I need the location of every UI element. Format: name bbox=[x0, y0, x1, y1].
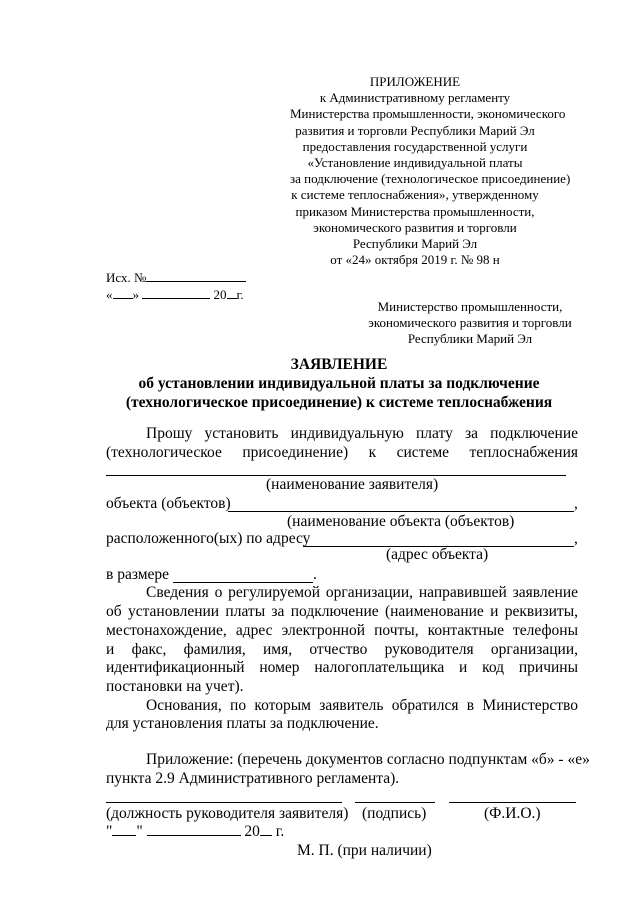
annex-header bbox=[290, 74, 571, 268]
request-line: (технологическое присоединение) к системе теплоснабжения bbox=[106, 444, 578, 461]
applicant-caption: (наименование заявителя) bbox=[266, 476, 439, 493]
signature-date-suffix: г. bbox=[275, 823, 285, 840]
annex-line: предоставления государственной услуги bbox=[302, 138, 528, 154]
outgoing-date-month-blank bbox=[142, 285, 210, 299]
outgoing-date bbox=[106, 285, 244, 303]
info-line: идентификационный номер налогоплательщика и код причины bbox=[106, 659, 578, 676]
annex-line: приказом Министерства промышленности, bbox=[295, 203, 535, 219]
stamp-note: М. П. (при наличии) bbox=[297, 842, 432, 859]
annex-line: «Установление индивидуальной платы bbox=[307, 155, 523, 171]
signature-date-year: 20 bbox=[244, 823, 260, 840]
object-blank bbox=[228, 511, 574, 512]
outgoing-date-quote-close: » bbox=[132, 287, 139, 302]
document-title bbox=[100, 355, 578, 412]
annex-line: от «24» октября 2019 г. № 98 н bbox=[330, 252, 500, 268]
info-line: местонахождение, адрес электронной почты, контактные телефоны bbox=[106, 622, 578, 639]
comma: , bbox=[574, 530, 578, 547]
position-blank bbox=[106, 802, 342, 803]
outgoing-number-blank bbox=[146, 268, 246, 282]
attachment-line: Приложение: (перечень документов согласно подпунктам «б» - «е» bbox=[146, 751, 590, 768]
signature-date bbox=[106, 822, 284, 841]
attachment-line: пункта 2.9 Административного регламента). bbox=[106, 770, 400, 787]
signature-date-quote-open: " bbox=[106, 823, 113, 840]
annex-line: Республики Марий Эл bbox=[352, 236, 478, 252]
addressee-line: Министерство промышленности, bbox=[377, 299, 563, 314]
info-line: об установлении платы за подключение (наименование и реквизиты, bbox=[106, 603, 578, 620]
outgoing-date-day-blank bbox=[113, 285, 133, 299]
info-line: постановки на учет). bbox=[106, 678, 244, 695]
sign-blank bbox=[355, 802, 435, 803]
address-label: расположенного(ых) по адресу bbox=[106, 530, 311, 547]
amount-label: в размере bbox=[106, 566, 170, 583]
amount-blank bbox=[173, 582, 313, 583]
name-blank bbox=[449, 802, 576, 803]
outgoing-number-label: Исх. № bbox=[106, 270, 147, 285]
grounds-line: Основания, по которым заявитель обратился в Министерство bbox=[146, 697, 578, 714]
annex-line: ПРИЛОЖЕНИЕ bbox=[369, 74, 461, 89]
signature-date-day-blank bbox=[112, 822, 136, 836]
position-caption: (должность руководителя заявителя) bbox=[106, 805, 349, 822]
title-line: (технологическое присоединение) к системе теплоснабжения bbox=[125, 394, 553, 411]
annex-line: к Административному регламенту bbox=[319, 90, 511, 106]
annex-line: развития и торговли Республики Марий Эл bbox=[295, 122, 535, 138]
annex-line: экономического развития и торговли bbox=[313, 219, 517, 235]
title-heading: ЗАЯВЛЕНИЕ bbox=[290, 356, 388, 373]
annex-line: Министерства промышленности, экономического bbox=[290, 106, 566, 122]
name-caption: (Ф.И.О.) bbox=[484, 805, 541, 822]
request-line: Прошу установить индивидуальную плату за подключение bbox=[146, 425, 578, 442]
addressee bbox=[360, 299, 580, 348]
signature-date-month-blank bbox=[147, 822, 241, 836]
outgoing-date-quote-open: « bbox=[106, 287, 113, 302]
sign-caption: (подпись) bbox=[362, 805, 427, 822]
address-caption: (адрес объекта) bbox=[386, 546, 489, 563]
object-caption: (наименование объекта (объектов) bbox=[287, 513, 515, 530]
annex-line: за подключение (технологическое присоединение) bbox=[290, 171, 571, 187]
title-line: об установлении индивидуальной платы за подключение bbox=[138, 375, 540, 392]
annex-line: к системе теплоснабжения», утвержденному bbox=[291, 187, 539, 203]
outgoing-date-suffix: г. bbox=[236, 287, 244, 302]
period: . bbox=[313, 566, 317, 583]
signature-date-quote-close: " bbox=[136, 823, 143, 840]
outgoing-date-year-blank bbox=[227, 285, 237, 299]
addressee-line: экономического развития и торговли bbox=[368, 315, 572, 331]
signature-date-year-blank bbox=[260, 822, 272, 836]
info-line: и факс, фамилия, имя, отчество руководителя организации, bbox=[106, 641, 578, 658]
outgoing-number bbox=[106, 268, 246, 286]
info-line: Сведения о регулируемой организации, направившей заявление bbox=[146, 584, 578, 601]
outgoing-date-year: 20 bbox=[213, 287, 227, 302]
comma: , bbox=[574, 495, 578, 512]
addressee-line: Республики Марий Эл bbox=[407, 331, 533, 347]
object-label: объекта (объектов) bbox=[106, 495, 231, 512]
grounds-line: для установления платы за подключение. bbox=[106, 715, 379, 732]
